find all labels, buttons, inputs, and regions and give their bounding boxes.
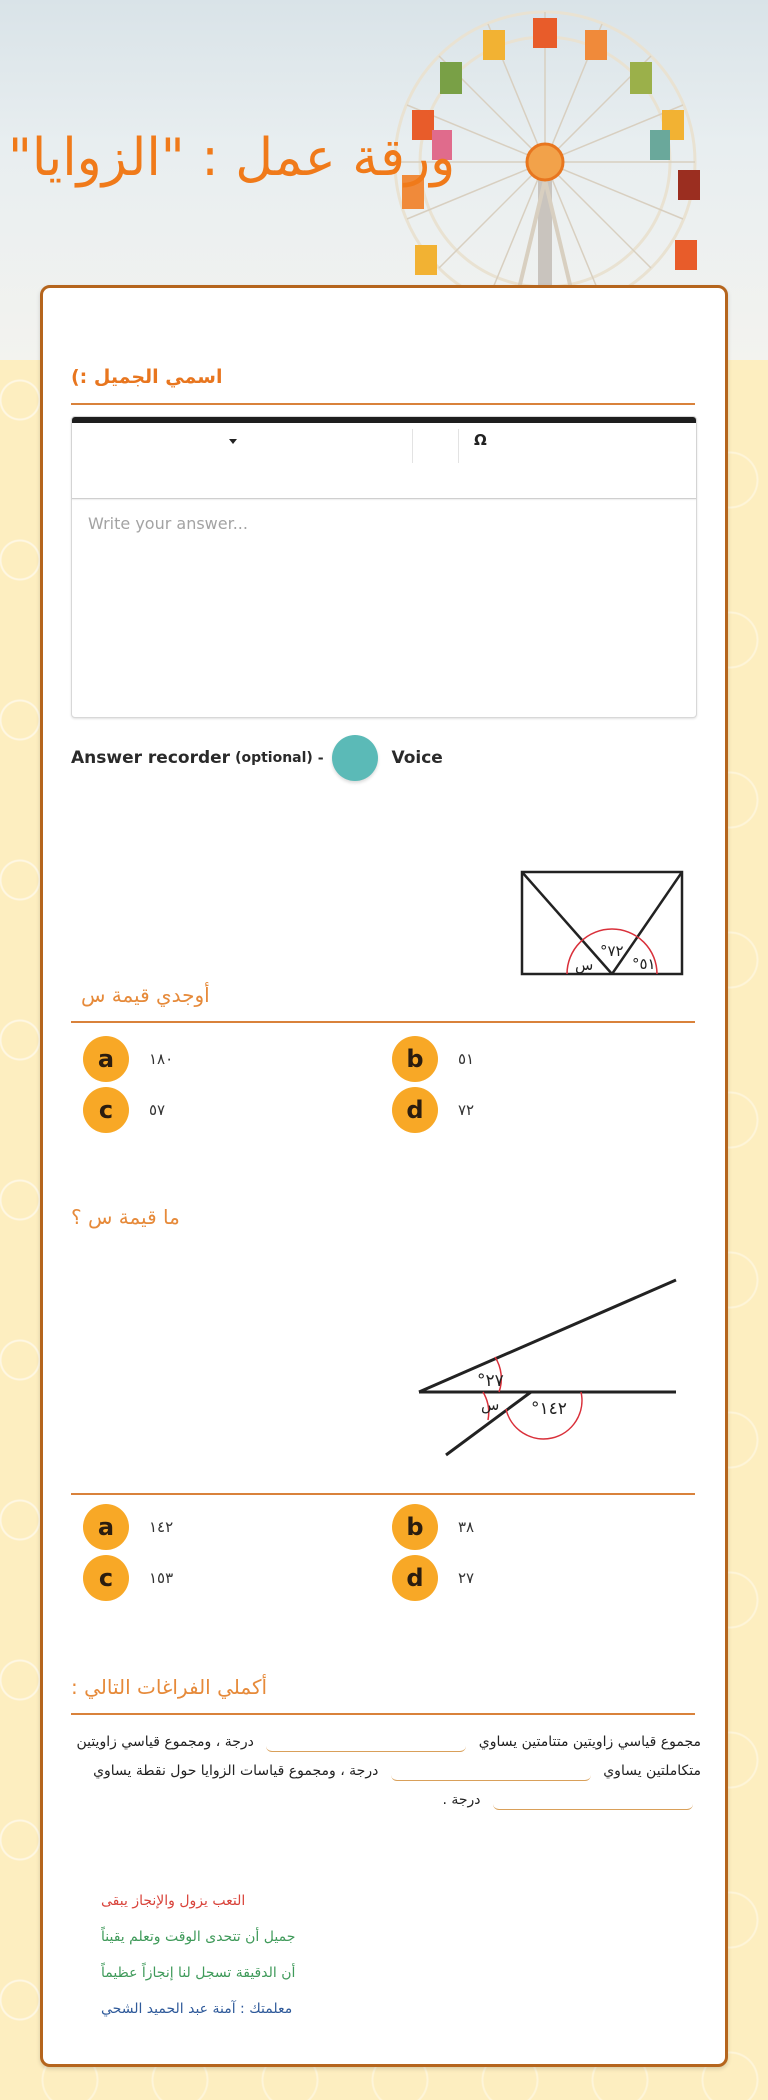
option-text: ١٨٠ [149,1050,174,1068]
option-letter: a [83,1036,129,1082]
recorder-dash: - [317,748,324,767]
special-character-button[interactable]: Ω [474,431,487,449]
option-b[interactable] [392,1036,474,1082]
option-letter: c [83,1555,129,1601]
fill-in-paragraph [61,1728,701,1815]
divider [71,1021,695,1023]
option-text: ١٤٢ [149,1518,174,1536]
question3-title: أكملي الفراغات التالي : [71,1675,268,1699]
figure-label: °٥١ [632,955,656,973]
figure-label: °٢٧ [477,1371,504,1391]
option-a[interactable] [83,1504,173,1550]
page-title: ورقة عمل : "الزوايا" [8,128,456,188]
divider [71,1713,695,1715]
divider [71,403,695,405]
quote-line-2: جميل أن تتحدى الوقت وتعلم يقيناً [101,1929,296,1945]
figure-label: س [481,1396,500,1414]
option-c[interactable] [83,1087,165,1133]
blank-input-1[interactable] [266,1736,466,1752]
option-b[interactable] [392,1504,474,1550]
option-text: ٥٧ [149,1101,166,1119]
figure-label: °١٤٢ [531,1399,567,1419]
angle-figure-rectangle [520,870,685,978]
format-dropdown[interactable] [72,423,412,463]
option-letter: d [392,1087,438,1133]
answer-textarea[interactable] [72,500,696,717]
option-text: ٧٢ [458,1101,475,1119]
toolbar-separator [412,429,413,463]
option-letter: b [392,1504,438,1550]
blank-input-2[interactable] [391,1765,591,1781]
option-a[interactable] [83,1036,173,1082]
fill-text: درجة ، ومجموع قياسات الزوايا حول نقطة يساوي [93,1763,379,1779]
option-text: ١٥٣ [149,1569,174,1587]
figure-label: °٧٢ [600,942,624,960]
question1-title: أوجدي قيمة س [81,983,210,1007]
teacher-signature: معلمتك : آمنة عبد الحميد الشحي [101,2001,293,2017]
rich-text-editor [71,416,697,718]
option-letter: b [392,1036,438,1082]
option-c[interactable] [83,1555,173,1601]
quote-line-3: أن الدقيقة تسجل لنا إنجازاً عظيماً [101,1965,296,1981]
option-letter: d [392,1555,438,1601]
option-letter: c [83,1087,129,1133]
figure-label: س [575,956,594,974]
fill-text: درجة ، ومجموع قياسي زاويتين متكاملتين يساوي [76,1734,701,1779]
recorder-label: Answer recorder [71,748,231,768]
worksheet-card [40,285,728,2067]
voice-label: Voice [391,748,443,768]
option-letter: a [83,1504,129,1550]
question2-title: ما قيمة س ؟ [71,1205,180,1229]
editor-toolbar [72,423,696,499]
option-d[interactable] [392,1555,474,1601]
name-question-title: اسمي الجميل :) [71,366,223,388]
fill-text: درجة . [442,1792,481,1808]
fill-text: مجموع قياسي زاويتين متتامتين يساوي [478,1734,701,1750]
recorder-optional-label: (optional) [235,750,313,766]
quote-line-1: التعب يزول والإنجاز يبقى [101,1893,246,1909]
blank-input-3[interactable] [493,1794,693,1810]
option-text: ٥١ [458,1050,475,1068]
angle-figure-lines [411,1278,681,1468]
option-d[interactable] [392,1087,474,1133]
option-text: ٣٨ [458,1518,475,1536]
toolbar-separator [458,429,459,463]
divider [71,1493,695,1495]
option-text: ٢٧ [458,1569,475,1587]
answer-recorder [71,735,443,781]
record-button[interactable] [332,735,378,781]
caret-down-icon [229,439,237,444]
